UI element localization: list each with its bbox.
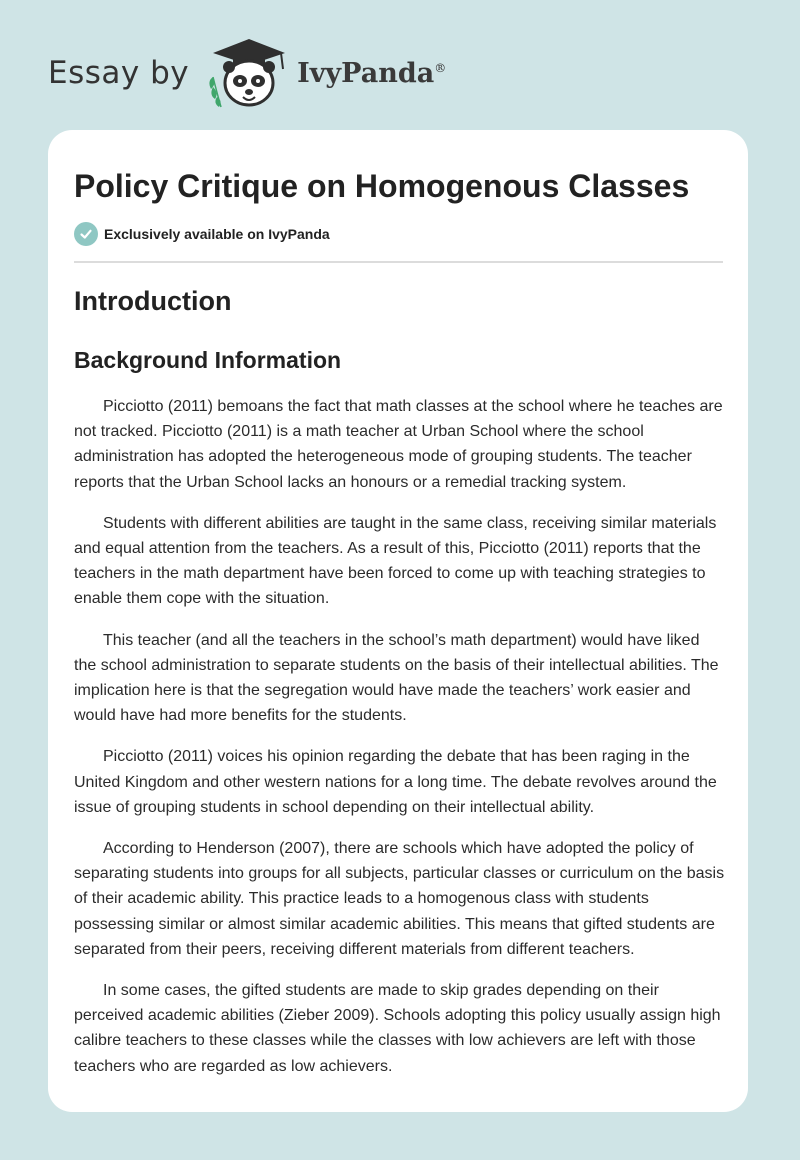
paragraph: According to Henderson (2007), there are schools which have adopted the policy of separating students into groups for all subjects, particular classes or curriculum on the basis of their academic ability. This practice leads to a homogenous class with students possessing similar or almost similar academic abilities. This means that gifted students are separated from their peers, receiving different materials from different teachers. bbox=[74, 840, 725, 958]
registered-mark: ® bbox=[434, 60, 447, 75]
essay-by-label: Essay by bbox=[48, 55, 190, 91]
paragraph: Students with different abilities are taught in the same class, receiving similar materials and equal attention from the teachers. As a result of this, Picciotto (2011) reports that the teachers in the math department have been forced to come up with teaching strategies to enable them cope with the situation. bbox=[74, 514, 717, 608]
page-title: Policy Critique on Homogenous Classes bbox=[74, 168, 690, 204]
section-heading-introduction: Introduction bbox=[74, 286, 232, 316]
exclusive-badge-text: Exclusively available on IvyPanda bbox=[104, 226, 330, 242]
paragraph: In some cases, the gifted students are made to skip grades depending on their perceived academic abilities (Zieber 2009). Schools adopting this policy usually assign high calibre teachers to these classes while the classes with low achievers are left with those teachers who are regarded as low achievers. bbox=[74, 982, 721, 1075]
paragraph: Picciotto (2011) bemoans the fact that math classes at the school where he teaches are not tracked. Picciotto (2011) is a math teacher at Urban School where the school administration has adopted the heterogeneous mode of grouping students. The teacher reports that the Urban School lacks an honours or a remedial tracking system. bbox=[74, 398, 723, 491]
paragraph: Picciotto (2011) voices his opinion regarding the debate that has been raging in the United Kingdom and other western nations for a long time. The debate revolves around the issue of grouping students in school depending on their intellectual ability. bbox=[74, 748, 717, 816]
essay-body bbox=[74, 394, 726, 1095]
divider bbox=[74, 261, 723, 263]
exclusive-badge bbox=[74, 222, 330, 246]
ivypanda-logo-icon bbox=[203, 37, 295, 109]
brand-name: IvyPanda® bbox=[297, 57, 447, 89]
subsection-heading-background: Background Information bbox=[74, 347, 342, 373]
brand-header bbox=[48, 38, 446, 108]
paragraph: This teacher (and all the teachers in the school’s math department) would have liked the school administration to separate students on the basis of their intellectual abilities. The implication here is that the segregation would have made the teachers’ work easier and would have had more benefits for the students. bbox=[74, 631, 719, 725]
check-icon bbox=[74, 222, 98, 246]
essay-card bbox=[48, 130, 748, 1112]
